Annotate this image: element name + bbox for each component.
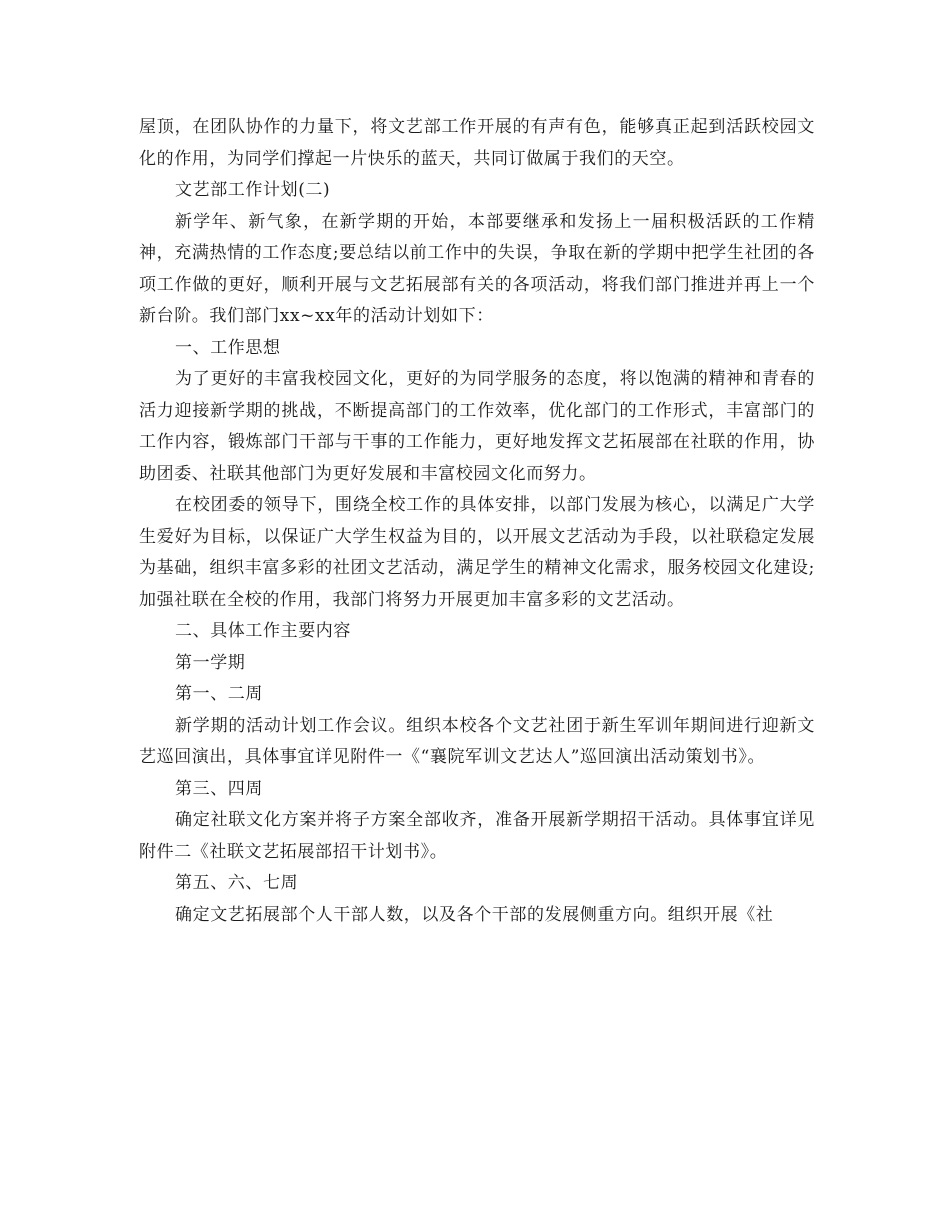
paragraph-weeks-3-4: 确定社联文化方案并将子方案全部收齐，准备开展新学期招干活动。具体事宜详见附件二《社联文艺拓展部招干计划书》。: [139, 810, 815, 862]
document-body: [139, 112, 815, 931]
paragraph-guidance: 在校团委的领导下，围绕全校工作的具体安排，以部门发展为核心，以满足广大学生爱好为目标，以保证广大学生权益为目的，以开展文艺活动为手段，以社联稳定发展为基础，组织丰富多彩的社团文艺活动，满足学生的精神文化需求，服务校园文化建设;加强社联在全校的作用，我部门将努力开展更加丰富多彩的文艺活动。: [139, 495, 815, 610]
paragraph-intro: 新学年、新气象，在新学期的开始，本部要继承和发扬上一届积极活跃的工作精神，充满热情的工作态度;要总结以前工作中的失误，争取在新的学期中把学生社团的各项工作做的更好，顺利开展与文艺拓展部有关的各项活动，将我们部门推进并再上一个新台阶。我们部门xx~xx年的活动计划如下：: [139, 211, 815, 326]
heading-weeks-1-2: 第一、二周: [175, 684, 263, 704]
paragraph-weeks-5-7: 确定文艺拓展部个人干部人数，以及各个干部的发展侧重方向。组织开展《社: [175, 904, 774, 925]
paragraph-work-thought: 为了更好的丰富我校园文化，更好的为同学服务的态度，将以饱满的精神和青春的活力迎接新学期的挑战，不断提高部门的工作效率，优化部门的工作形式，丰富部门的工作内容，锻炼部门干部与干事的工作能力，更好地发挥文艺拓展部在社联的作用，协助团委、社联其他部门为更好发展和丰富校园文化而努力。: [139, 369, 815, 484]
heading-main-content: 二、具体工作主要内容: [175, 621, 351, 641]
heading-first-semester: 第一学期: [175, 652, 246, 673]
heading-weeks-3-4: 第三、四周: [175, 778, 263, 799]
heading-weeks-5-7: 第五、六、七周: [175, 873, 299, 893]
heading-work-thought: 一、工作思想: [175, 337, 281, 358]
paragraph-weeks-1-2: 新学期的活动计划工作会议。组织本校各个文艺社团于新生军训年期间进行迎新文艺巡回演出，具体事宜详见附件一《“襄院军训文艺达人”巡回演出活动策划书》。: [139, 715, 815, 767]
paragraph-continuation: 屋顶，在团队协作的力量下，将文艺部工作开展的有声有色，能够真正起到活跃校园文化的作用，为同学们撑起一片快乐的蓝天，共同订做属于我们的天空。: [139, 117, 815, 169]
section-title: 文艺部工作计划(二): [175, 180, 331, 200]
